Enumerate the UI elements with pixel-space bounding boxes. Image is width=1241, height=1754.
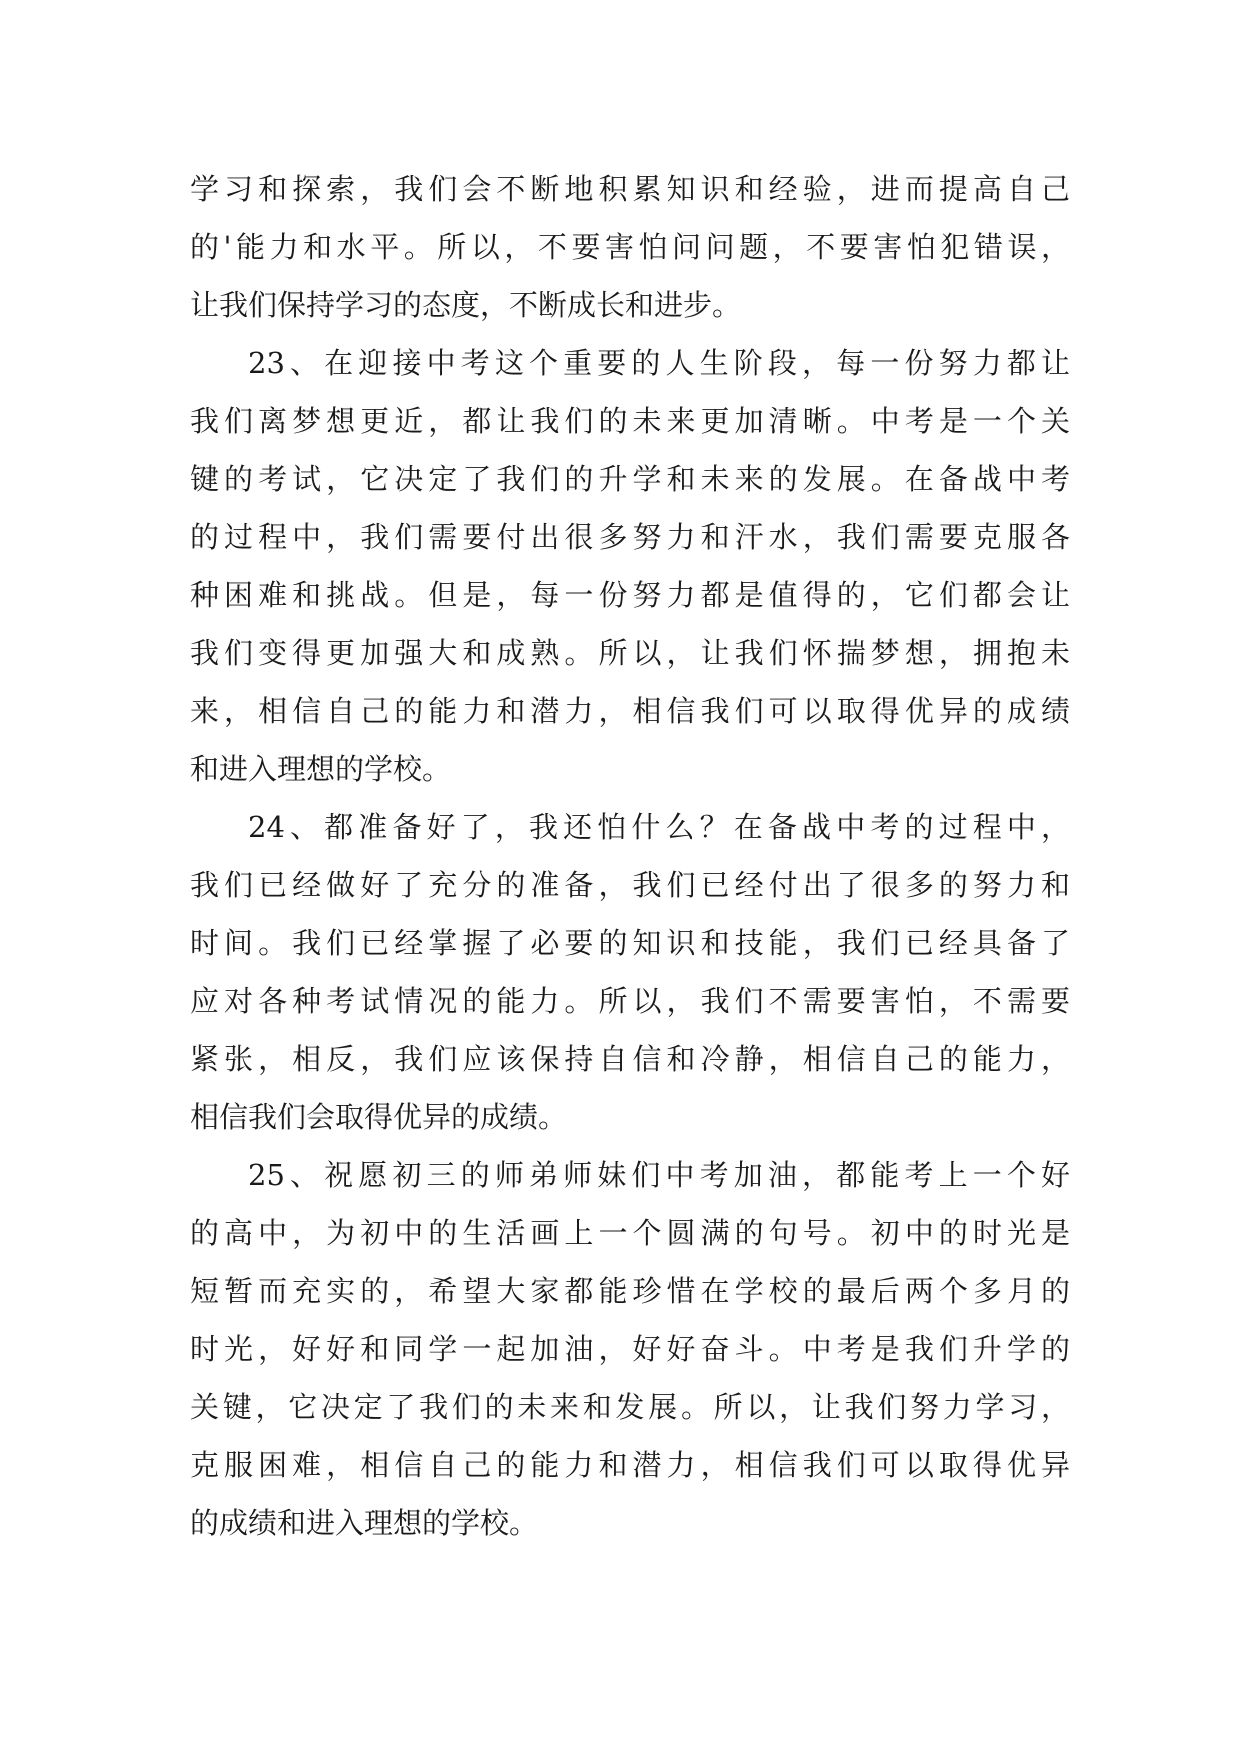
text-line: 紧张，相反，我们应该保持自信和冷静，相信自己的能力， bbox=[190, 1042, 1070, 1076]
text-line: 的过程中，我们需要付出很多努力和汗水，我们需要克服各 bbox=[190, 520, 1070, 554]
text-line: 时间。我们已经掌握了必要的知识和技能，我们已经具备了 bbox=[190, 926, 1070, 960]
text-line: 24、都准备好了，我还怕什么？在备战中考的过程中， bbox=[248, 810, 1070, 844]
text-line: 25、祝愿初三的师弟师妹们中考加油，都能考上一个好 bbox=[248, 1158, 1070, 1192]
text-line: 克服困难，相信自己的能力和潜力，相信我们可以取得优异 bbox=[190, 1448, 1070, 1482]
text-line: 键的考试，它决定了我们的升学和未来的发展。在备战中考 bbox=[190, 462, 1070, 496]
document-body bbox=[190, 160, 1070, 1552]
text-line: 的成绩和进入理想的学校。 bbox=[190, 1506, 539, 1540]
text-line: 和进入理想的学校。 bbox=[190, 752, 452, 786]
text-line: 种困难和挑战。但是，每一份努力都是值得的，它们都会让 bbox=[190, 578, 1070, 612]
text-line: 短暂而充实的，希望大家都能珍惜在学校的最后两个多月的 bbox=[190, 1274, 1070, 1308]
paragraph-continuation bbox=[190, 160, 1070, 334]
paragraph-23 bbox=[190, 334, 1070, 798]
text-line: 23、在迎接中考这个重要的人生阶段，每一份努力都让 bbox=[248, 346, 1070, 380]
text-line: 我们变得更加强大和成熟。所以，让我们怀揣梦想，拥抱未 bbox=[190, 636, 1070, 670]
text-line: 来，相信自己的能力和潜力，相信我们可以取得优异的成绩 bbox=[190, 694, 1070, 728]
text-line: 关键，它决定了我们的未来和发展。所以，让我们努力学习， bbox=[190, 1390, 1070, 1424]
text-line: 应对各种考试情况的能力。所以，我们不需要害怕，不需要 bbox=[190, 984, 1070, 1018]
text-line: 的'能力和水平。所以，不要害怕问问题，不要害怕犯错误， bbox=[190, 230, 1070, 264]
paragraph-24 bbox=[190, 798, 1070, 1146]
text-line: 让我们保持学习的态度，不断成长和进步。 bbox=[190, 288, 742, 322]
text-line: 我们离梦想更近，都让我们的未来更加清晰。中考是一个关 bbox=[190, 404, 1070, 438]
text-line: 的高中，为初中的生活画上一个圆满的句号。初中的时光是 bbox=[190, 1216, 1070, 1250]
text-line: 时光，好好和同学一起加油，好好奋斗。中考是我们升学的 bbox=[190, 1332, 1070, 1366]
text-line: 学习和探索，我们会不断地积累知识和经验，进而提高自己 bbox=[190, 172, 1070, 206]
text-line: 我们已经做好了充分的准备，我们已经付出了很多的努力和 bbox=[190, 868, 1070, 902]
paragraph-25 bbox=[190, 1146, 1070, 1552]
text-line: 相信我们会取得优异的成绩。 bbox=[190, 1100, 568, 1134]
